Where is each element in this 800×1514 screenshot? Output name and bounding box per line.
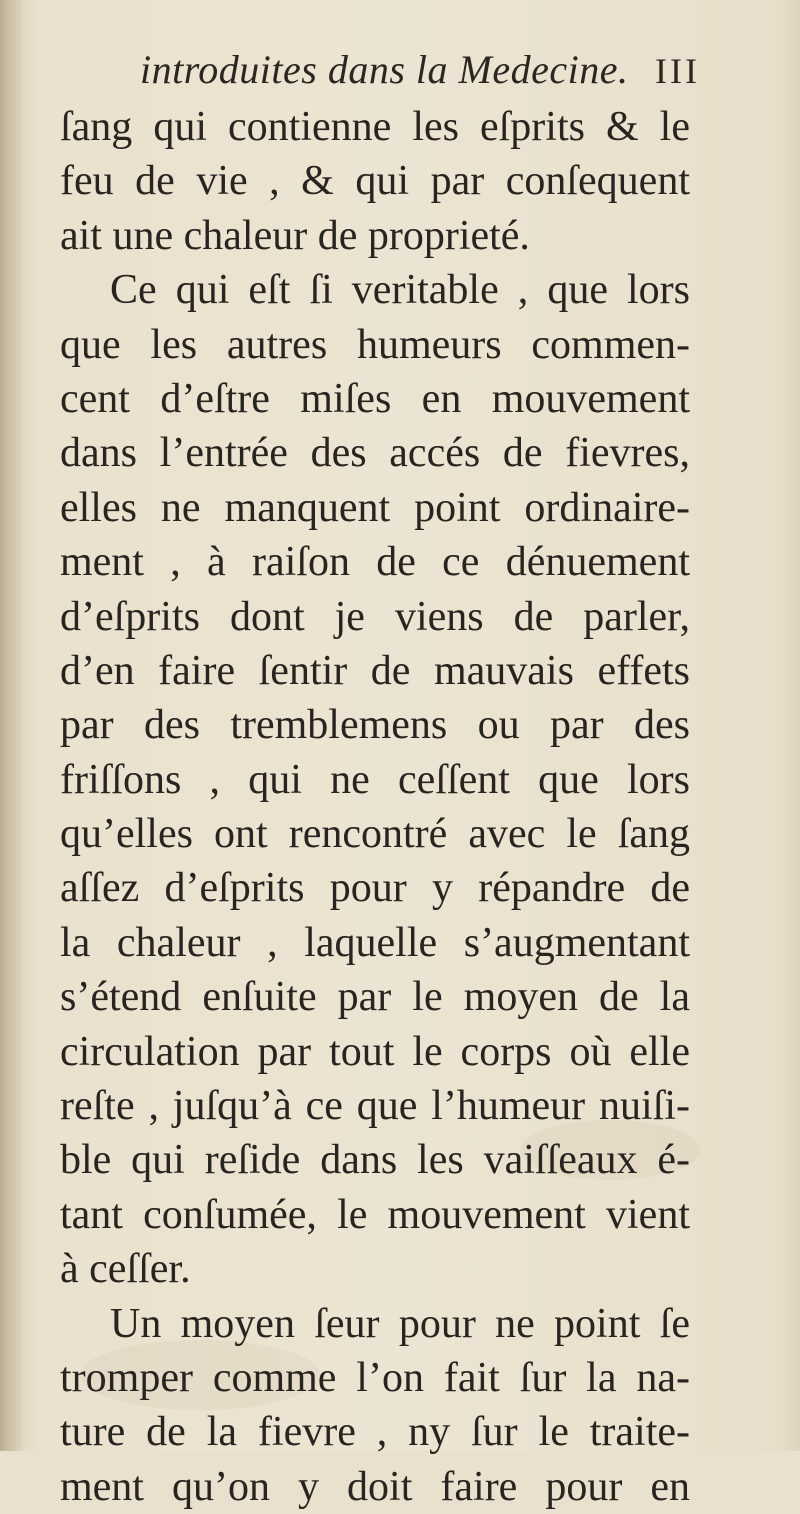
text-line: elles ne manquent point ordinaire- [60,484,690,531]
running-header [140,46,700,106]
text-line: ment qu’on y doit faire pour en [60,1463,690,1510]
text-line: dans l’entrée des accés de fievres, [60,430,690,477]
text-line: friſſons , qui ne ceſſent que lors [60,756,690,803]
text-line: d’en faire ſentir de mauvais effets [60,647,690,694]
text-line: tant conſumée, le mouvement vient [60,1191,690,1238]
text-line: ble qui reſide dans les vaiſſeaux é- [60,1137,690,1184]
text-line: ſang qui contienne les eſprits & le [60,104,690,150]
text-line: à ceſſer. [60,1246,191,1293]
text-line: ait une chaleur de proprieté. [60,212,530,259]
page-number: III [655,51,700,91]
text-line: cent d’eſtre miſes en mouvement [60,375,690,422]
text-line: qu’elles ont rencontré avec le ſang [60,811,690,858]
text-line: ment , à raiſon de ce dénuement [60,539,690,586]
text-line: Un moyen ſeur pour ne point ſe [110,1300,690,1347]
text-line: tromper comme l’on fait ſur la na- [60,1354,690,1401]
text-line: s’étend enſuite par le moyen de la [60,974,690,1021]
text-line: par des tremblemens ou par des [60,702,690,749]
text-line: reſte , juſqu’à ce que l’humeur nuiſi- [60,1083,690,1130]
text-line: feu de vie , & qui par conſequent [60,158,690,205]
text-line: circulation par tout le corps où elle [60,1028,690,1075]
page-gutter [0,0,24,1451]
text-line: la chaleur , laquelle s’augmentant [60,919,690,966]
text-line: que les autres humeurs commen- [60,321,690,368]
text-line: aſſez d’eſprits pour y répandre de [60,865,690,912]
body-text [60,100,690,1514]
running-title: introduites dans la Medecine. [140,47,629,92]
text-line: d’eſprits dont je viens de parler, [60,593,690,640]
text-line: ture de la fievre , ny ſur le traite- [60,1409,690,1456]
text-line: Ce qui eſt ſi veritable , que lors [110,267,690,314]
